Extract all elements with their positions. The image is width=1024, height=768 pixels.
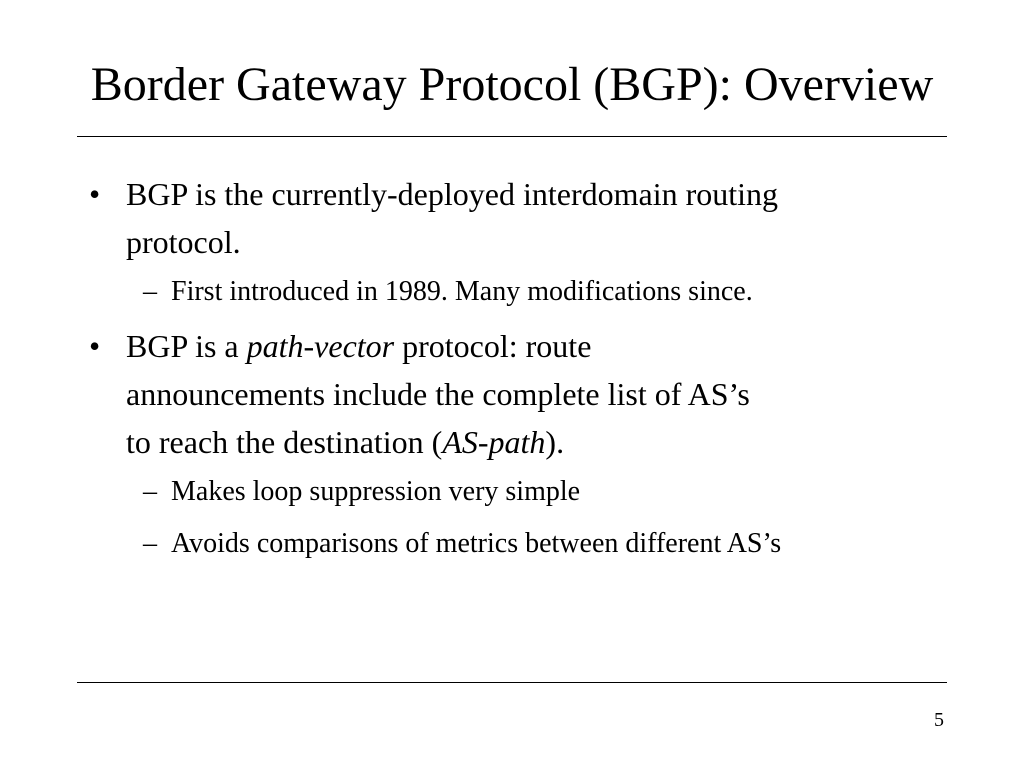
emphasized-term: path-vector	[246, 328, 395, 364]
text-run: protocol: route	[394, 328, 592, 364]
sub-bullet-item	[77, 518, 947, 570]
footer-divider	[77, 682, 947, 683]
bullet-item	[77, 170, 947, 266]
bullet-text-line: BGP is the currently-deployed interdomain routing	[126, 176, 779, 212]
slide-body	[77, 170, 947, 570]
bullet-marker: •	[89, 328, 101, 364]
bullet-item	[77, 322, 947, 466]
sub-bullet-text: First introduced in 1989. Many modifications since.	[171, 276, 753, 307]
page-number: 5	[934, 709, 944, 731]
sub-bullet-item	[77, 466, 947, 518]
title-divider	[77, 136, 947, 137]
sub-bullet-text: Makes loop suppression very simple	[171, 476, 581, 507]
bullet-text-line: announcements include the complete list of AS’s	[126, 376, 750, 412]
bullet-text-line: protocol.	[126, 224, 241, 260]
slide-title: Border Gateway Protocol (BGP): Overview	[90, 58, 934, 111]
bullet-marker: •	[89, 176, 101, 212]
sub-bullet-marker: –	[143, 528, 157, 559]
bullet-text-line	[126, 418, 947, 466]
text-run: to reach the destination (	[126, 424, 443, 460]
sub-bullet-marker: –	[143, 476, 157, 507]
sub-bullet-text: Avoids comparisons of metrics between different AS’s	[171, 528, 782, 559]
text-run: ).	[545, 424, 565, 460]
sub-bullet-marker: –	[143, 276, 157, 307]
bullet-text-line	[126, 322, 947, 370]
sub-bullet-item	[77, 266, 947, 318]
emphasized-term: AS-path	[442, 424, 546, 460]
text-run: BGP is a	[126, 328, 247, 364]
